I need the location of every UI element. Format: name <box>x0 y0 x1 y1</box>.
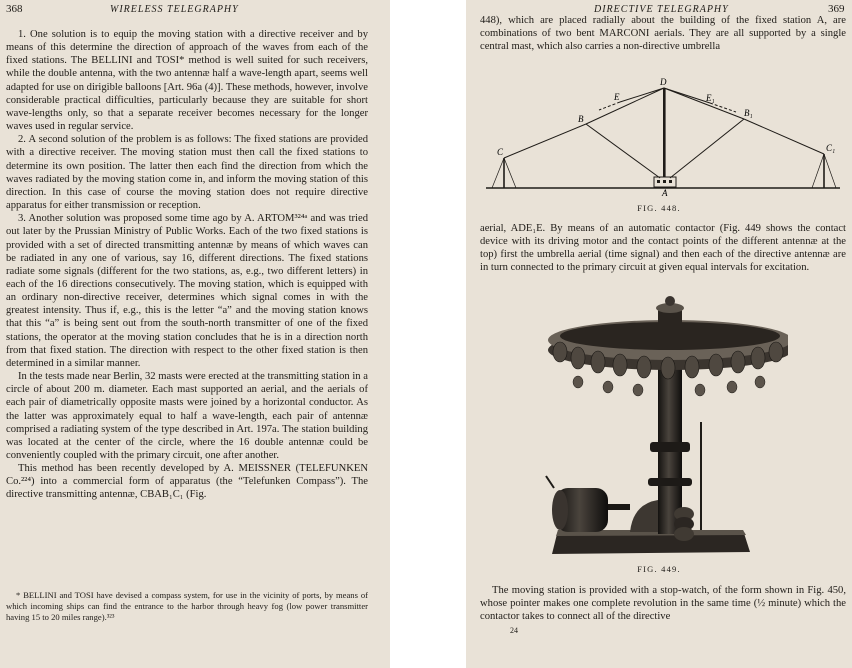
signature-mark: 24 <box>510 626 518 635</box>
label-b: B <box>578 114 584 124</box>
wire-d-b <box>586 88 664 124</box>
footnote <box>6 590 368 623</box>
footnote-text: * BELLINI and TOSI have devised a compass system, for use in the vicinity of ports, by means of which incoming ships can find the entrance to the harbor through heavy fog (low power transmitter having 15 to 20 miles range).³²³ <box>6 590 368 622</box>
paragraph-mid <box>480 222 846 275</box>
wire-b-c <box>504 124 586 158</box>
wire-b1-c1 <box>744 119 824 154</box>
left-body <box>6 28 368 502</box>
label-c: C <box>497 147 504 157</box>
paragraph-4: In the tests made near Berlin, 32 masts were erected at the transmitting station in a circle of about 200 m. diameter. Each mast supported an aerial, and the aerials of each pair of diametrically opposite masts were joined by a horizontal conductor. As the latter was approximately equal to half a wave-length, each pair of antennæ comprised a radiating system of the type described in Art. 197a. The station building was located at the center of the circle, where the 16 double antennæ could be conveniently coupled with the primary circuit, one after another. <box>6 371 368 461</box>
running-head: DIRECTIVE TELEGRAPHY <box>594 4 729 15</box>
umbrella-wire-left <box>620 88 664 102</box>
paragraph-2: 2. A second solution of the problem is as follows: The fixed stations are provided with a directive receiver. The moving station must then call the fixed stations to determine its own position. The latter then each find the direction from which the waves radiated by the moving station come in, and inform the moving station of this direction. In this case of course the moving station does not require directive apparatus for either transmission or reception. <box>6 134 368 212</box>
paragraph-bottom <box>480 584 846 623</box>
right-page <box>466 0 852 668</box>
label-c1: C₁ <box>826 143 836 153</box>
figure-448-caption: FIG. 448. <box>637 203 681 213</box>
paragraph-5: This method has been recently developed by A. MEISSNER (TELEFUNKEN Co.²²⁴) into a commercial form of apparatus (the “Telefunken Compass”). The directive transmitting antennæ, CBAB₁C₁ (Fig. <box>6 463 368 501</box>
wire-d-b1 <box>664 88 744 119</box>
top-knob <box>665 296 675 306</box>
running-head: WIRELESS TELEGRAPHY <box>110 4 239 15</box>
paragraph-1: 1. One solution is to equip the moving station with a directive receiver and by means of this determine the direction of approach of the waves from each of the fixed stations. The BELLINI and TOSI* method is well suited for such receivers, while the double antenna, with the two antennæ half a wave-length apart, seems well adapted for use on dirigible balloons [Art. 96a (4)]. These methods, however, involve considerable practical difficulties, particularly because they are suitable for short wave-lengths only, so that a separate receiver becomes necessary for the longer waves used in regular service. <box>6 29 368 133</box>
label-a: A <box>662 188 668 196</box>
left-page <box>0 0 390 668</box>
wire-b1-a <box>670 119 744 178</box>
figure-449-caption: FIG. 449. <box>637 564 681 574</box>
paragraph-bottom-text: The moving station is provided with a stop-watch, of the form shown in Fig. 450, whose pointer makes one complete revolution in the same time (½ minute) which the contactor takes to connect all of the directive <box>480 585 846 623</box>
figure-449-contactor-illustration <box>538 292 788 562</box>
figure-448-antenna-diagram <box>482 72 844 196</box>
paragraph-mid-text: aerial, ADE₁E. By means of an automatic contactor (Fig. 449 shows the contact device with its driving motor and the contact points of the different antennæ at the top) first the umbrella aerial (time signal) and then each of the directive antennæ are in turn connected to the primary circuit at given equal intervals for excitation. <box>480 223 846 274</box>
paragraph-top-text: 448), which are placed radially about the building of the fixed station A, are combinations of two bent MARCONI aerials. They are all supported by a single central mast, which also carries a non-directive umbrella <box>480 15 846 53</box>
wire-b-a <box>586 124 660 178</box>
label-b1: B₁ <box>744 108 753 118</box>
page-number: 368 <box>6 3 23 15</box>
page-number: 369 <box>828 3 845 15</box>
label-e: E <box>614 92 620 102</box>
label-d: D <box>660 77 667 87</box>
paragraph-3: 3. Another solution was proposed some time ago by A. ARTOM³²⁴ᵃ and was tried out later by the Prussian Ministry of Public Works. Each of the two fixed stations is provided with a set of directed transmitting antennæ by means of which waves can be radiated in any one of various, say 16, different directions. The fixed stations radiate some signals (different for the two stations, as, e.g., two different letters) in each of the 16 directions consecutively. The moving station, which is equipped with an ordinary non-directive receiver, determines which signal comes in with the greatest intensity. Thus if, e.g., this is the letter “a” and the moving station knows that this “a” is being sent out from the south-north transmitter of one of the fixed stations, the operator at the moving station concludes that he is in a direction north from that fixed station. The direction with respect to the other fixed station is then determined in a similar manner. <box>6 213 368 369</box>
label-e1: E₁ <box>706 93 715 103</box>
paragraph-top <box>480 14 846 53</box>
